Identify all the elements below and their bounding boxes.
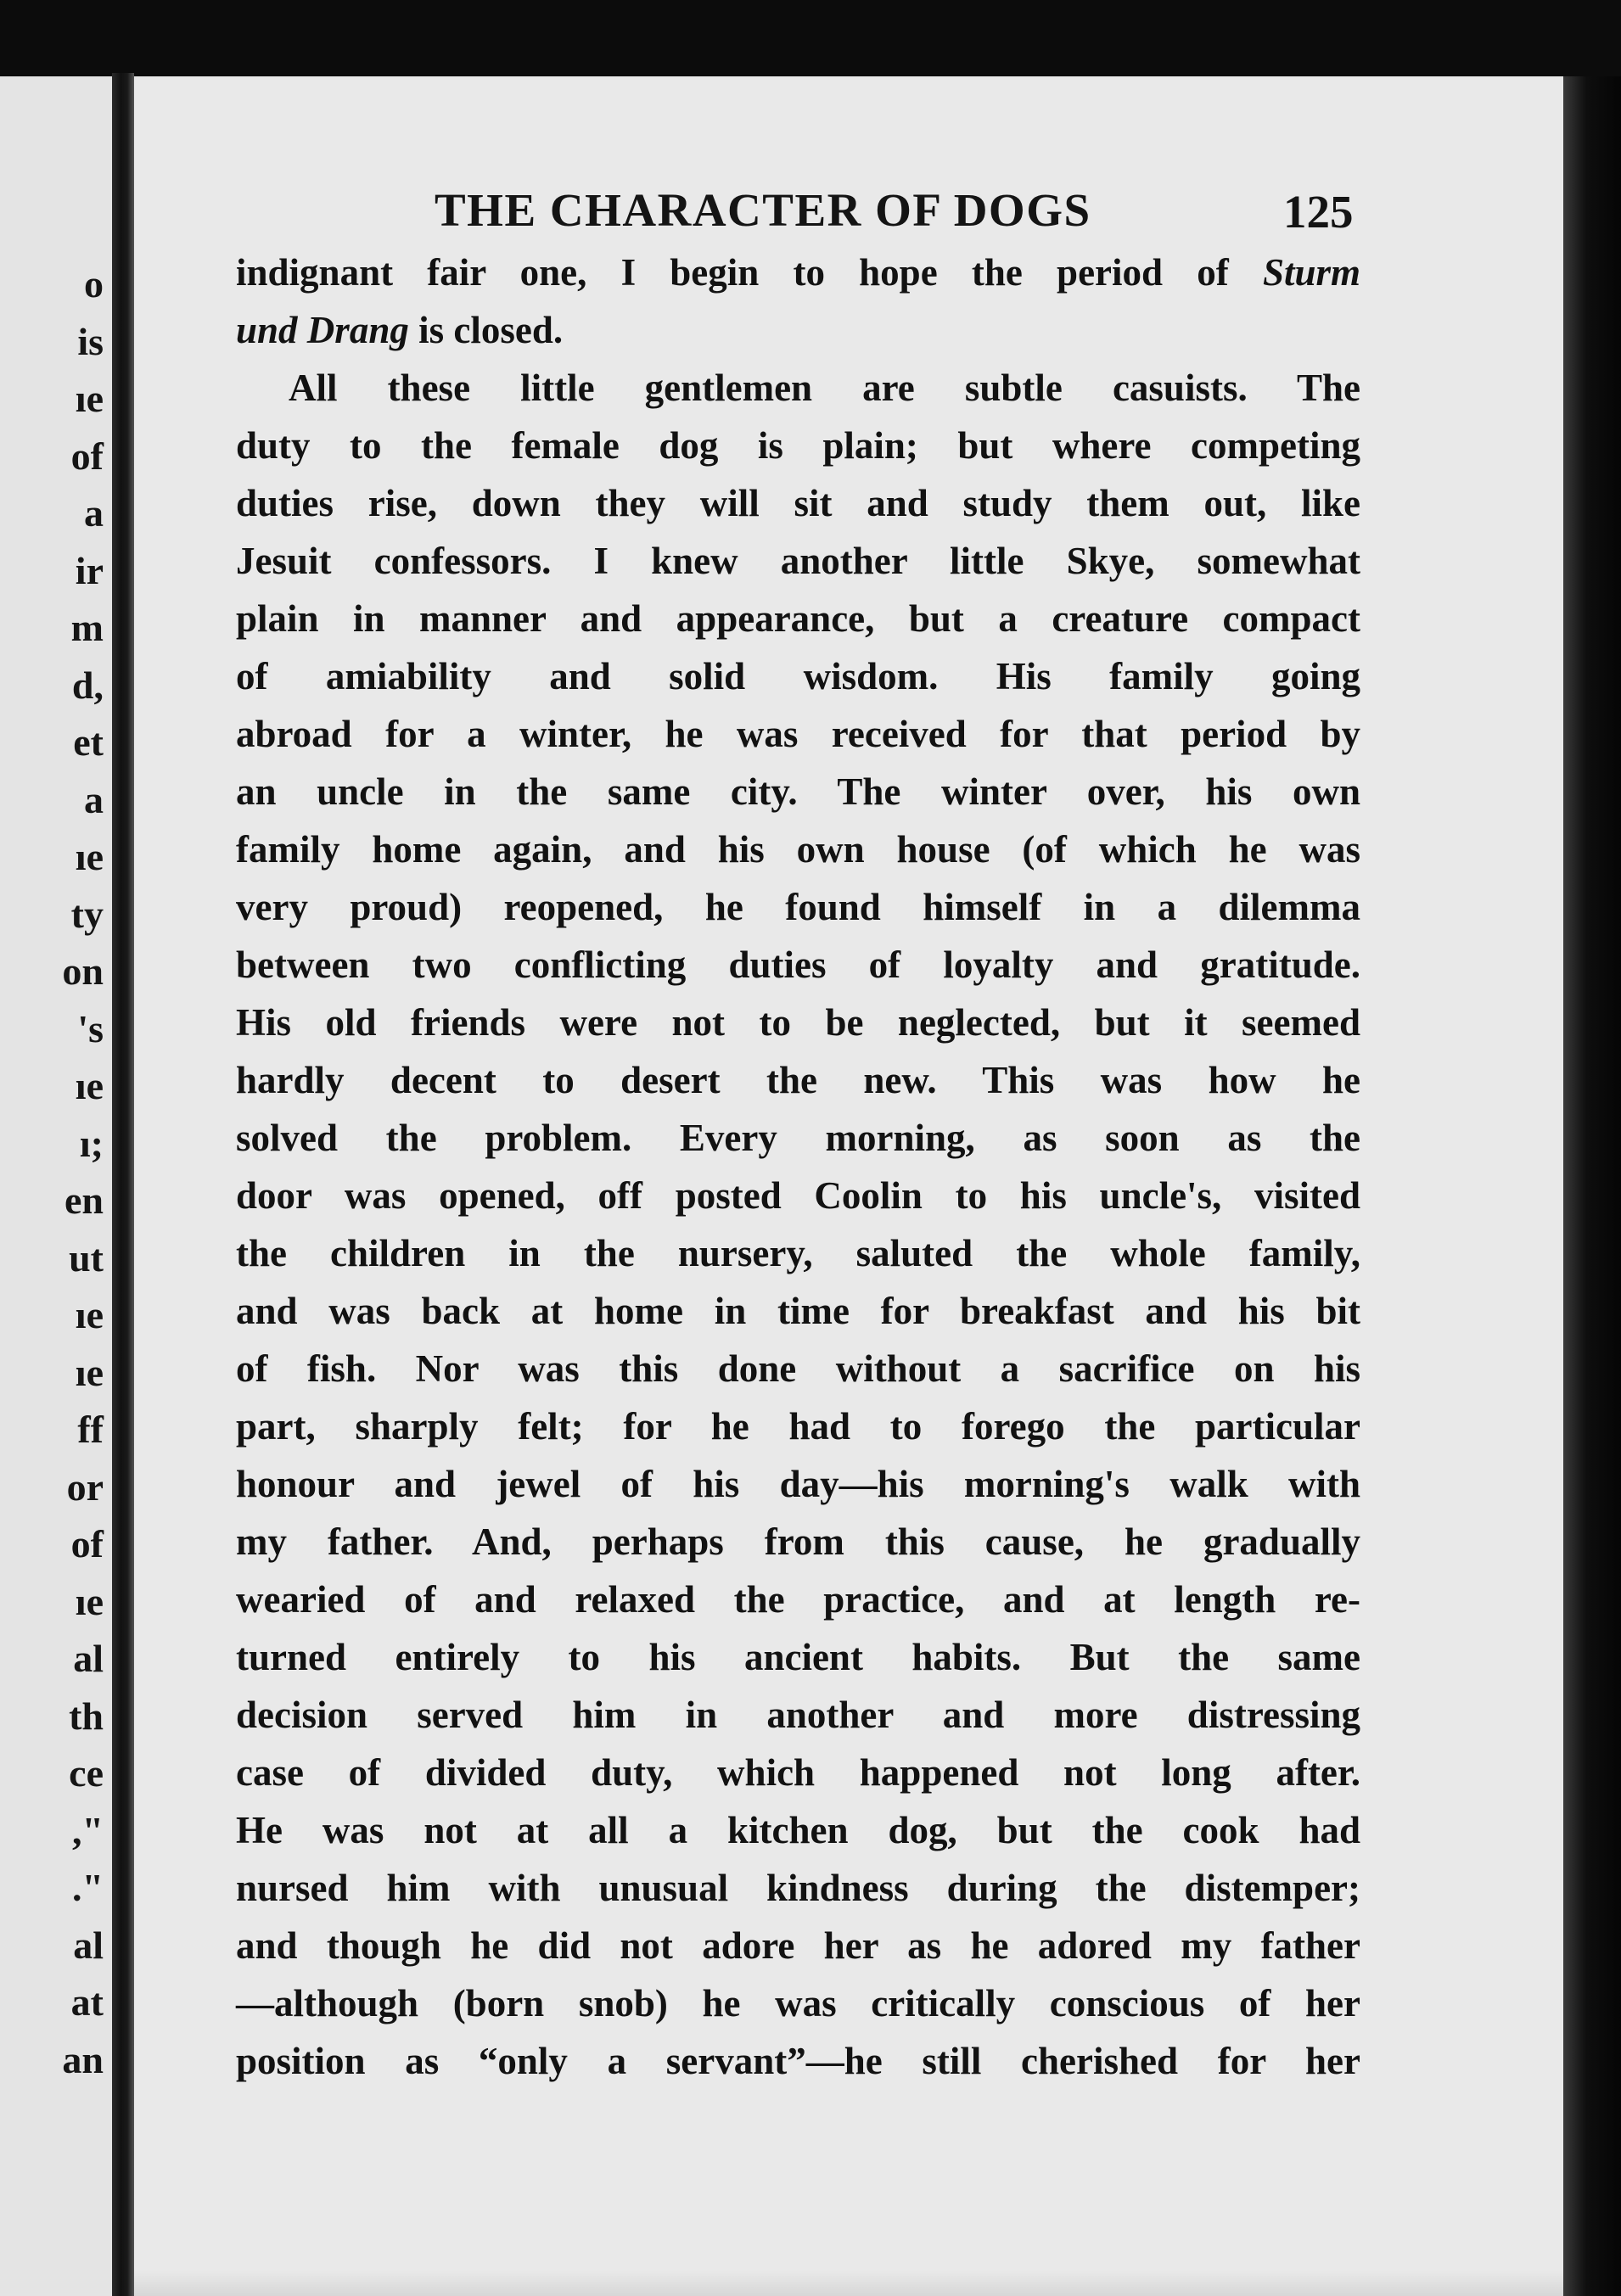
text-line: —although (born snob) he was critically conscious of her (236, 1982, 1360, 2024)
previous-page-text-fragment: ir (75, 548, 104, 592)
previous-page-text-fragment: ty (70, 892, 104, 936)
body-text (236, 244, 1360, 2090)
previous-page-text-fragment: m (70, 606, 104, 649)
previous-page-text-fragment: al (73, 1637, 104, 1680)
previous-page-text-fragment: ıe (75, 377, 104, 420)
text-line: family home again, and his own house (of which he was (236, 828, 1360, 871)
text-line: hardly decent to desert the new. This was how he (236, 1059, 1360, 1101)
text-line: abroad for a winter, he was received for that period by (236, 713, 1360, 755)
text-line: und Drang is closed. (236, 309, 564, 351)
previous-page-text-fragment: ıe (75, 1579, 104, 1623)
previous-page-text-fragment: ce (69, 1751, 104, 1795)
previous-page-text-fragment: at (70, 1980, 104, 2024)
scan-border-right (1563, 76, 1621, 2296)
running-title: THE CHARACTER OF DOGS (435, 184, 1091, 236)
text-line: plain in manner and appearance, but a creature compact (236, 597, 1360, 640)
previous-page-text-fragment: ıe (75, 835, 104, 878)
book-page (134, 76, 1563, 2296)
previous-page-text-fragment: d, (71, 663, 104, 707)
text-line: part, sharply felt; for he had to forego the particular (236, 1405, 1360, 1448)
previous-page-text-fragment: en (65, 1179, 104, 1222)
previous-page-text-fragment: th (69, 1694, 104, 1738)
paragraph (236, 359, 1360, 2090)
text-line: All these little gentlemen are subtle casuists. The (289, 367, 1360, 409)
text-line: indignant fair one, I begin to hope the period of Sturm (236, 251, 1361, 294)
book-gutter (112, 73, 134, 2296)
previous-page-text-fragment: an (62, 2037, 104, 2081)
previous-page-text-fragment: on (62, 949, 104, 993)
text-line: of amiability and solid wisdom. His family going (236, 655, 1360, 697)
previous-page-text-fragment: ıe (75, 1064, 104, 1107)
previous-page-text-fragment: ut (69, 1235, 104, 1280)
text-line: duties rise, down they will sit and study them out, like (236, 482, 1360, 524)
previous-page-text-fragment: of (70, 434, 104, 478)
previous-page-text-fragment: 's (77, 1006, 104, 1050)
previous-page-text-fragment: ı; (79, 1121, 104, 1165)
text-line: solved the problem. Every morning, as soon as the (236, 1117, 1360, 1159)
page-shadow (134, 2271, 1563, 2296)
text-line: He was not at all a kitchen dog, but the cook had (236, 1809, 1360, 1851)
text-line: position as “only a servant”—he still cherished for her (236, 2040, 1360, 2082)
previous-page-text-fragment: ff (77, 1408, 104, 1451)
previous-page-text-fragment: or (66, 1464, 104, 1509)
previous-page-text-fragment: of (70, 1522, 104, 1565)
text-line: door was opened, off posted Coolin to his uncle's, visited (236, 1174, 1360, 1217)
previous-page-text-fragment: is (77, 319, 104, 363)
text-line: duty to the female dog is plain; but where competing (236, 424, 1360, 467)
previous-page-fragment (0, 76, 112, 2296)
page-number: 125 (1283, 186, 1354, 238)
previous-page-text-fragment: al (73, 1923, 104, 1967)
previous-page-text-fragment: a (84, 491, 104, 535)
text-line: His old friends were not to be neglected, but it seemed (236, 1001, 1360, 1044)
previous-page-text-fragment: ." (71, 1866, 104, 1909)
previous-page-text-fragment: o (84, 262, 104, 305)
text-line: Jesuit confessors. I knew another little Skye, somewhat (236, 540, 1360, 582)
text-line: of fish. Nor was this done without a sacrifice on his (236, 1347, 1360, 1390)
text-line: very proud) reopened, he found himself in a dilemma (236, 886, 1360, 928)
text-line: the children in the nursery, saluted the whole family, (236, 1232, 1360, 1274)
text-line: nursed him with unusual kindness during the distemper; (236, 1867, 1360, 1909)
text-line: turned entirely to his ancient habits. But the same (236, 1636, 1360, 1678)
scan-border-top (0, 0, 1621, 76)
previous-page-text-fragment: et (73, 720, 104, 764)
text-line: case of divided duty, which happened not long after. (236, 1751, 1360, 1794)
text-line: wearied of and relaxed the practice, and at length re- (236, 1578, 1360, 1621)
previous-page-text-fragment: ıe (75, 1293, 104, 1336)
text-line: decision served him in another and more distressing (236, 1694, 1360, 1736)
previous-page-text-fragment: ," (71, 1808, 104, 1852)
text-line: an uncle in the same city. The winter over, his own (236, 770, 1360, 813)
text-line: and was back at home in time for breakfast and his bit (236, 1290, 1360, 1332)
running-head (134, 183, 1563, 238)
previous-page-text-fragment: ıe (75, 1350, 104, 1394)
text-line: honour and jewel of his day—his morning's walk with (236, 1463, 1360, 1505)
text-line: my father. And, perhaps from this cause, he gradually (236, 1520, 1360, 1563)
text-line: between two conflicting duties of loyalty and gratitude. (236, 944, 1360, 986)
text-line: and though he did not adore her as he adored my father (236, 1924, 1360, 1967)
previous-page-text-fragment: a (84, 777, 104, 821)
